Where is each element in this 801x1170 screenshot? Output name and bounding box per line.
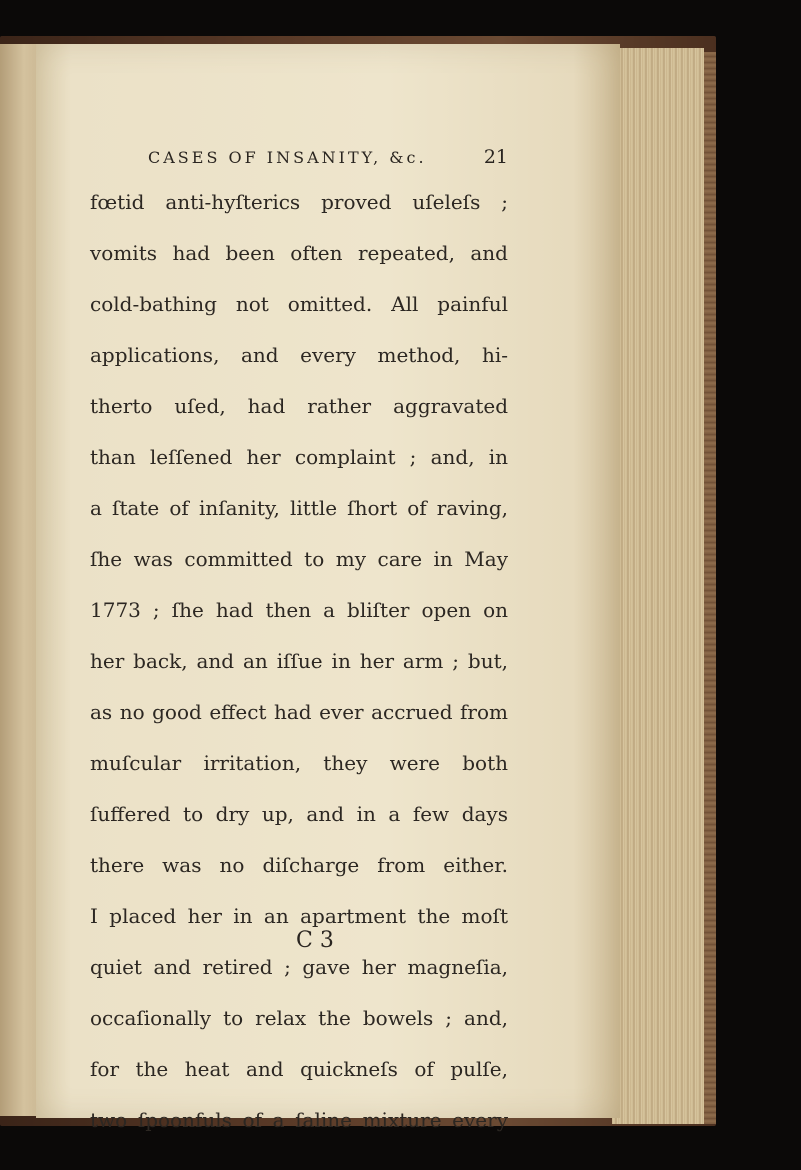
- running-title: CASES OF INSANITY, &c.: [148, 148, 427, 167]
- text-line: applications, and every method, hi-: [90, 343, 508, 367]
- text-line: muſcular irritation, they were both: [90, 751, 508, 775]
- text-line: fœtid anti-hyſterics proved uſeleſs ;: [90, 190, 508, 214]
- text-line: vomits had been often repeated, and: [90, 241, 508, 265]
- page-number: 21: [483, 146, 508, 168]
- text-line: I placed her in an apartment the moſt: [90, 904, 508, 928]
- text-line: a ſtate of inſanity, little ſhort of raving,: [90, 496, 508, 520]
- text-line: occaſionally to relax the bowels ; and,: [90, 1006, 508, 1030]
- text-line: as no good effect had ever accrued from: [90, 700, 508, 724]
- page-edges: [612, 48, 704, 1124]
- text-line: two ſpoonfuls of a ſaline mixture every: [90, 1108, 508, 1132]
- text-line: her back, and an iſſue in her arm ; but,: [90, 649, 508, 673]
- text-line: ſhe was committed to my care in May: [90, 547, 508, 571]
- facing-page-edge: [0, 44, 40, 1116]
- text-line: for the heat and quickneſs of pulſe,: [90, 1057, 508, 1081]
- text-line: there was no diſcharge from either.: [90, 853, 508, 877]
- text-line: ſuffered to dry up, and in a few days: [90, 802, 508, 826]
- signature-mark: C 3: [296, 928, 334, 953]
- body-text: [90, 180, 508, 1149]
- text-line: 1773 ; ſhe had then a bliſter open on: [90, 598, 508, 622]
- text-line: cold-bathing not omitted. All painful: [90, 292, 508, 316]
- text-line: than leſſened her complaint ; and, in: [90, 445, 508, 469]
- running-header: [148, 142, 508, 182]
- text-line: quiet and retired ; gave her magneſia,: [90, 955, 508, 979]
- text-line: therto uſed, had rather aggravated: [90, 394, 508, 418]
